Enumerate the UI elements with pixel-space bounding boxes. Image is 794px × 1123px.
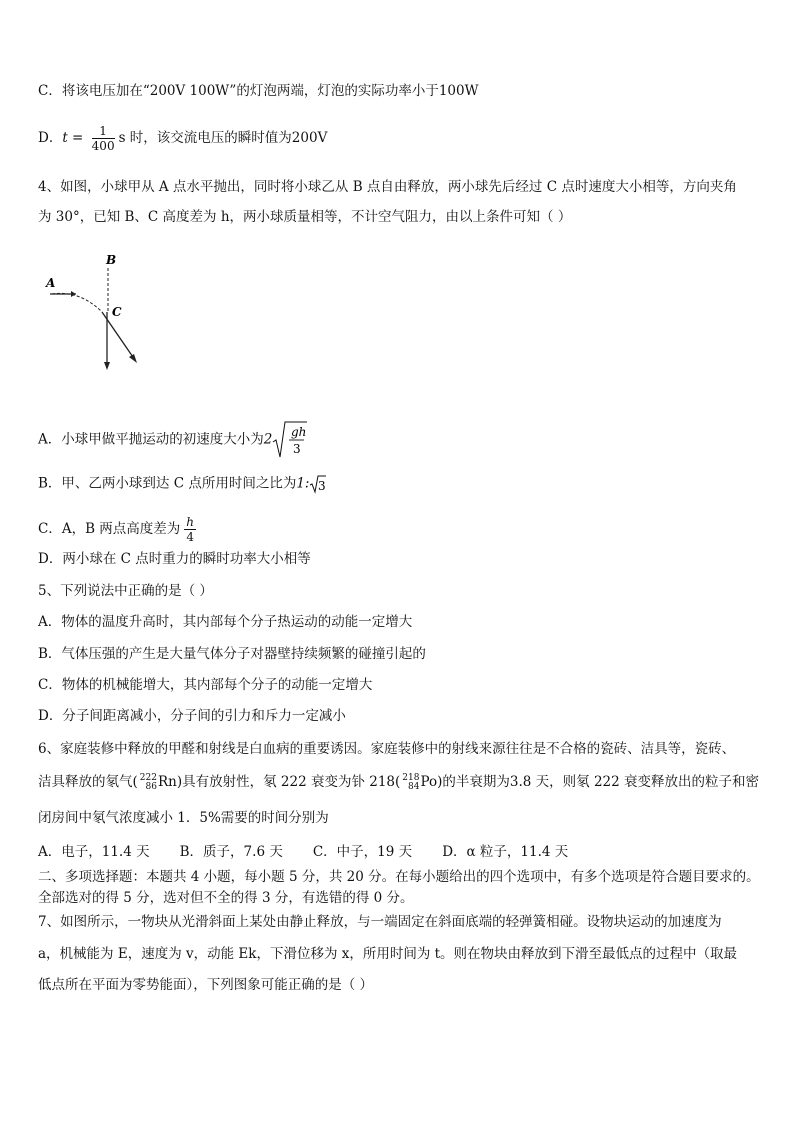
q4-option-d: D．两小球在 C 点时重力的瞬时功率大小相等 <box>38 551 311 567</box>
q7-stem-line3: 低点所在平面为零势能面），下列图象可能正确的是（ ） <box>38 977 374 993</box>
q7-stem-line2: a，机械能为 E，速度为 v，动能 Ek，下滑位移为 x，所用时间为 t。则在物块由释放到下滑至最低点的过程中（取最 <box>38 946 738 962</box>
q6-stem-line3: 闭房间中氡气浓度减小 1．5%需要的时间分别为 <box>38 810 329 826</box>
q6-stem-text-b: )具有放射性，氡 222 衰变为钋 218( <box>176 774 401 790</box>
q3-option-d-suffix: s 时，该交流电压的瞬时值为200V <box>118 130 328 146</box>
q3-option-d-eq: = <box>67 130 88 146</box>
a-arrowhead <box>71 291 76 297</box>
q3-option-c: C．将该电压加在“200V 100W”的灯泡两端，灯泡的实际功率小于100W <box>38 83 479 99</box>
q7-stem-line1: 7、如图所示，一物块从光滑斜面上某处由静止释放，与一端固定在斜面底端的轻弹簧相碰。设物块运动的加速度为 <box>38 914 722 930</box>
fraction-numerator: 1 <box>92 124 115 139</box>
rn-isotope-numbers <box>140 774 157 792</box>
q3-option-d <box>38 124 327 153</box>
label-b: B <box>106 253 117 267</box>
q4-option-a-text: A．小球甲做平抛运动的初速度大小为 <box>38 431 264 448</box>
sqrt-symbol <box>309 474 327 494</box>
q4-option-b-ratio: 1: <box>296 475 310 492</box>
q5-option-d: D．分子间距离减小，分子间的引力和斥力一定减小 <box>38 708 346 724</box>
rn-mass-number: 222 <box>139 772 157 783</box>
q5-stem: 5、下列说法中正确的是（ ） <box>38 583 213 599</box>
po-symbol: Po <box>420 774 438 790</box>
po-isotope-numbers <box>402 774 419 792</box>
q5-option-b: B．气体压强的产生是大量气体分子对器壁持续频繁的碰撞引起的 <box>38 646 426 662</box>
section2-instructions-line2: 全部选对的得 5 分，选对但不全的得 3 分，有选错的得 0 分。 <box>38 890 414 906</box>
q5-option-c: C．物体的机械能增大，其内部每个分子的动能一定增大 <box>38 677 373 693</box>
label-a: A <box>46 276 56 290</box>
q4-option-c <box>38 515 200 544</box>
rn-symbol: Rn <box>157 774 177 790</box>
sqrt-denominator: 3 <box>293 442 301 456</box>
q4-option-a-coefficient: 2 <box>263 431 273 448</box>
q6-stem-line1: 6、家庭装修中释放的甲醛和射线是白血病的重要诱因。家庭装修中的射线来源往往是不合格的瓷砖、洁具等，瓷砖、 <box>38 741 736 757</box>
q4-stem-line1: 4、如图，小球甲从 A 点水平抛出，同时将小球乙从 B 点自由释放，两小球先后经过 C 点时速度大小相等，方向夹角 <box>38 179 737 195</box>
q4-option-b-text: B．甲、乙两小球到达 C 点所用时间之比为 <box>38 475 297 492</box>
projectile-trajectory <box>52 293 102 312</box>
b-arrowhead <box>104 362 110 370</box>
q4-option-c-text: C．A，B 两点高度差为 <box>38 521 181 537</box>
q3-option-d-fraction <box>92 124 115 153</box>
q4-stem-line2: 为 30°，已知 B、C 高度差为 h，两小球质量相等，不计空气阻力，由以上条件可知（ ） <box>38 209 572 225</box>
a-at-c-arrowhead <box>129 354 137 363</box>
po-atomic-number: 84 <box>408 781 420 792</box>
fraction-numerator: h <box>186 515 195 529</box>
label-c: C <box>112 305 122 319</box>
sqrt-numerator: gh <box>291 425 307 439</box>
q6-stem-text-c: )的半衰期为3.8 天，则氡 222 衰变释放出的粒子和密 <box>437 774 760 790</box>
q4-option-c-fraction <box>184 515 196 544</box>
q6-stem-text-a: 洁具释放的氡气( <box>38 774 138 790</box>
q4-option-a <box>38 420 308 460</box>
q4-figure <box>40 250 150 375</box>
q6-stem-line2 <box>38 773 759 792</box>
q5-option-a: A．物体的温度升高时，其内部每个分子热运动的动能一定增大 <box>38 614 413 630</box>
rn-atomic-number: 86 <box>145 781 157 792</box>
q3-option-d-var: t <box>62 130 68 146</box>
fraction-denominator: 400 <box>91 139 115 153</box>
q4-option-b <box>38 474 327 494</box>
q3-option-d-prefix: D． <box>38 130 63 146</box>
sqrt-symbol <box>272 420 308 460</box>
section2-instructions-line1: 二、多项选择题：本题共 4 小题，每小题 5 分，共 20 分。在每小题给出的四个选项中，有多个选项是符合题目要求的。 <box>38 869 760 885</box>
po-mass-number: 218 <box>402 772 420 783</box>
fraction-denominator: 4 <box>186 530 194 544</box>
q6-options: A．电子，11.4 天 B．质子，7.6 天 C．中子，19 天 D．α 粒子，11.4 天 <box>38 844 569 860</box>
sqrt-radicand: 3 <box>318 479 327 493</box>
